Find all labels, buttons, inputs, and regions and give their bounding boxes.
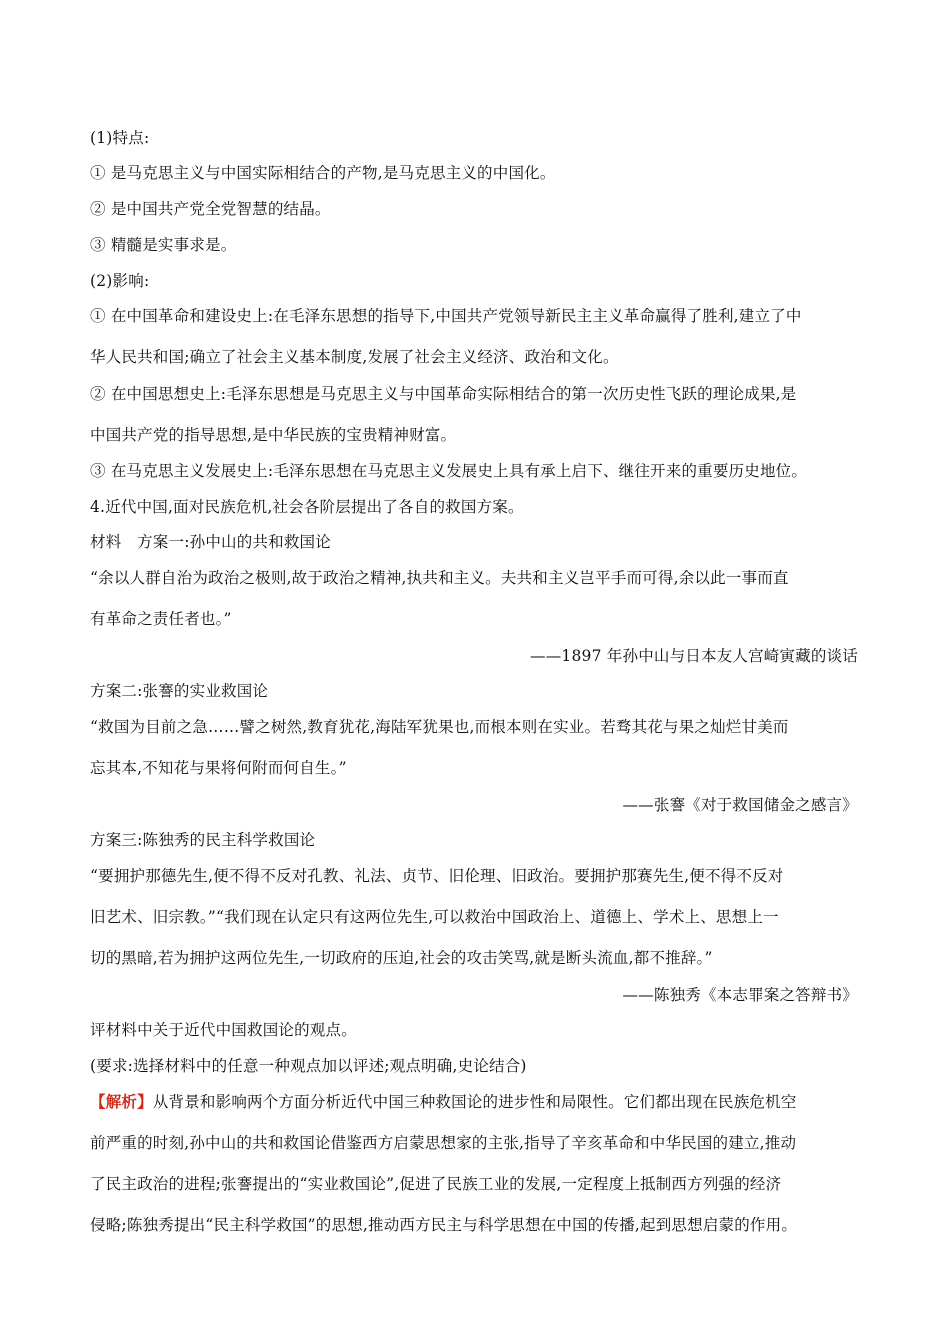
plan-3-source: ——陈独秀《本志罪案之答辩书》 — [622, 986, 858, 1004]
question-prompt: 评材料中关于近代中国救国论的观点。 — [90, 1021, 357, 1039]
feature-item-2: ② 是中国共产党全党智慧的结晶。 — [90, 200, 331, 218]
analysis-tag: 【解析】 — [90, 1092, 153, 1111]
plan-3-quote-line-1: “要拥护那德先生,便不得不反对孔教、礼法、贞节、旧伦理、旧政治。要拥护那赛先生,便不得不反对 — [90, 867, 784, 885]
question-4-stem: 4.近代中国,面对民族危机,社会各阶层提出了各自的救国方案。 — [90, 498, 524, 516]
analysis-line-4: 侵略;陈独秀提出“民主科学救国”的思想,推动西方民主与科学思想在中国的传播,起到思想启蒙的作用。 — [90, 1216, 798, 1234]
influence-item-1-line-2: 华人民共和国;确立了社会主义基本制度,发展了社会主义经济、政治和文化。 — [90, 348, 619, 366]
plan-1-source: ——1897 年孙中山与日本友人宫崎寅藏的谈话 — [530, 647, 858, 665]
plan-2-quote-line-1: “救国为目前之急……譬之树然,教育犹花,海陆军犹果也,而根本则在实业。若骛其花与果之灿烂甘美而 — [90, 718, 789, 736]
plan-3-quote-line-2: 旧艺术、旧宗教。”“我们现在认定只有这两位先生,可以救治中国政治上、道德上、学术上、思想上一 — [90, 908, 779, 926]
plan-3-quote-line-3: 切的黑暗,若为拥护这两位先生,一切政府的压迫,社会的攻击笑骂,就是断头流血,都不推辞。” — [90, 949, 713, 967]
plan-2-source: ——张謇《对于救国储金之感言》 — [622, 796, 858, 814]
question-requirement: (要求:选择材料中的任意一种观点加以评述;观点明确,史论结合) — [90, 1057, 527, 1075]
influence-item-2-line-1: ② 在中国思想史上:毛泽东思想是马克思主义与中国革命实际相结合的第一次历史性飞跃的理论成果,是 — [90, 385, 797, 403]
analysis-line-3: 了民主政治的进程;张謇提出的“实业救国论”,促进了民族工业的发展,一定程度上抵制西方列强的经济 — [90, 1175, 782, 1193]
analysis-line-1 — [90, 1092, 797, 1112]
feature-item-1: ① 是马克思主义与中国实际相结合的产物,是马克思主义的中国化。 — [90, 164, 556, 182]
plan-2-quote-line-2: 忘其本,不知花与果将何附而何自生。” — [90, 759, 347, 777]
influence-item-2-line-2: 中国共产党的指导思想,是中华民族的宝贵精神财富。 — [90, 426, 457, 444]
analysis-line-2: 前严重的时刻,孙中山的共和救国论借鉴西方启蒙思想家的主张,指导了辛亥革命和中华民国的建立,推动 — [90, 1134, 797, 1152]
plan-1-quote-line-2: 有革命之责任者也。” — [90, 610, 232, 628]
analysis-text-1: 从背景和影响两个方面分析近代中国三种救国论的进步性和局限性。它们都出现在民族危机空 — [152, 1093, 797, 1111]
influence-item-3: ③ 在马克思主义发展史上:毛泽东思想在马克思主义发展史上具有承上启下、继往开来的重要历史地位。 — [90, 462, 808, 480]
plan-1-quote-line-1: “余以人群自治为政治之极则,故于政治之精神,执共和主义。夫共和主义岂平手而可得,余以此一事而直 — [90, 569, 789, 587]
plan-3-title: 方案三:陈独秀的民主科学救国论 — [90, 831, 316, 849]
heading-features: (1)特点: — [90, 129, 150, 147]
feature-item-3: ③ 精髓是实事求是。 — [90, 236, 237, 254]
plan-1-title: 材料 方案一:孙中山的共和救国论 — [90, 533, 331, 551]
influence-item-1-line-1: ① 在中国革命和建设史上:在毛泽东思想的指导下,中国共产党领导新民主主义革命赢得了胜利,建立了中 — [90, 307, 802, 325]
plan-2-title: 方案二:张謇的实业救国论 — [90, 682, 269, 700]
heading-influence: (2)影响: — [90, 272, 150, 290]
